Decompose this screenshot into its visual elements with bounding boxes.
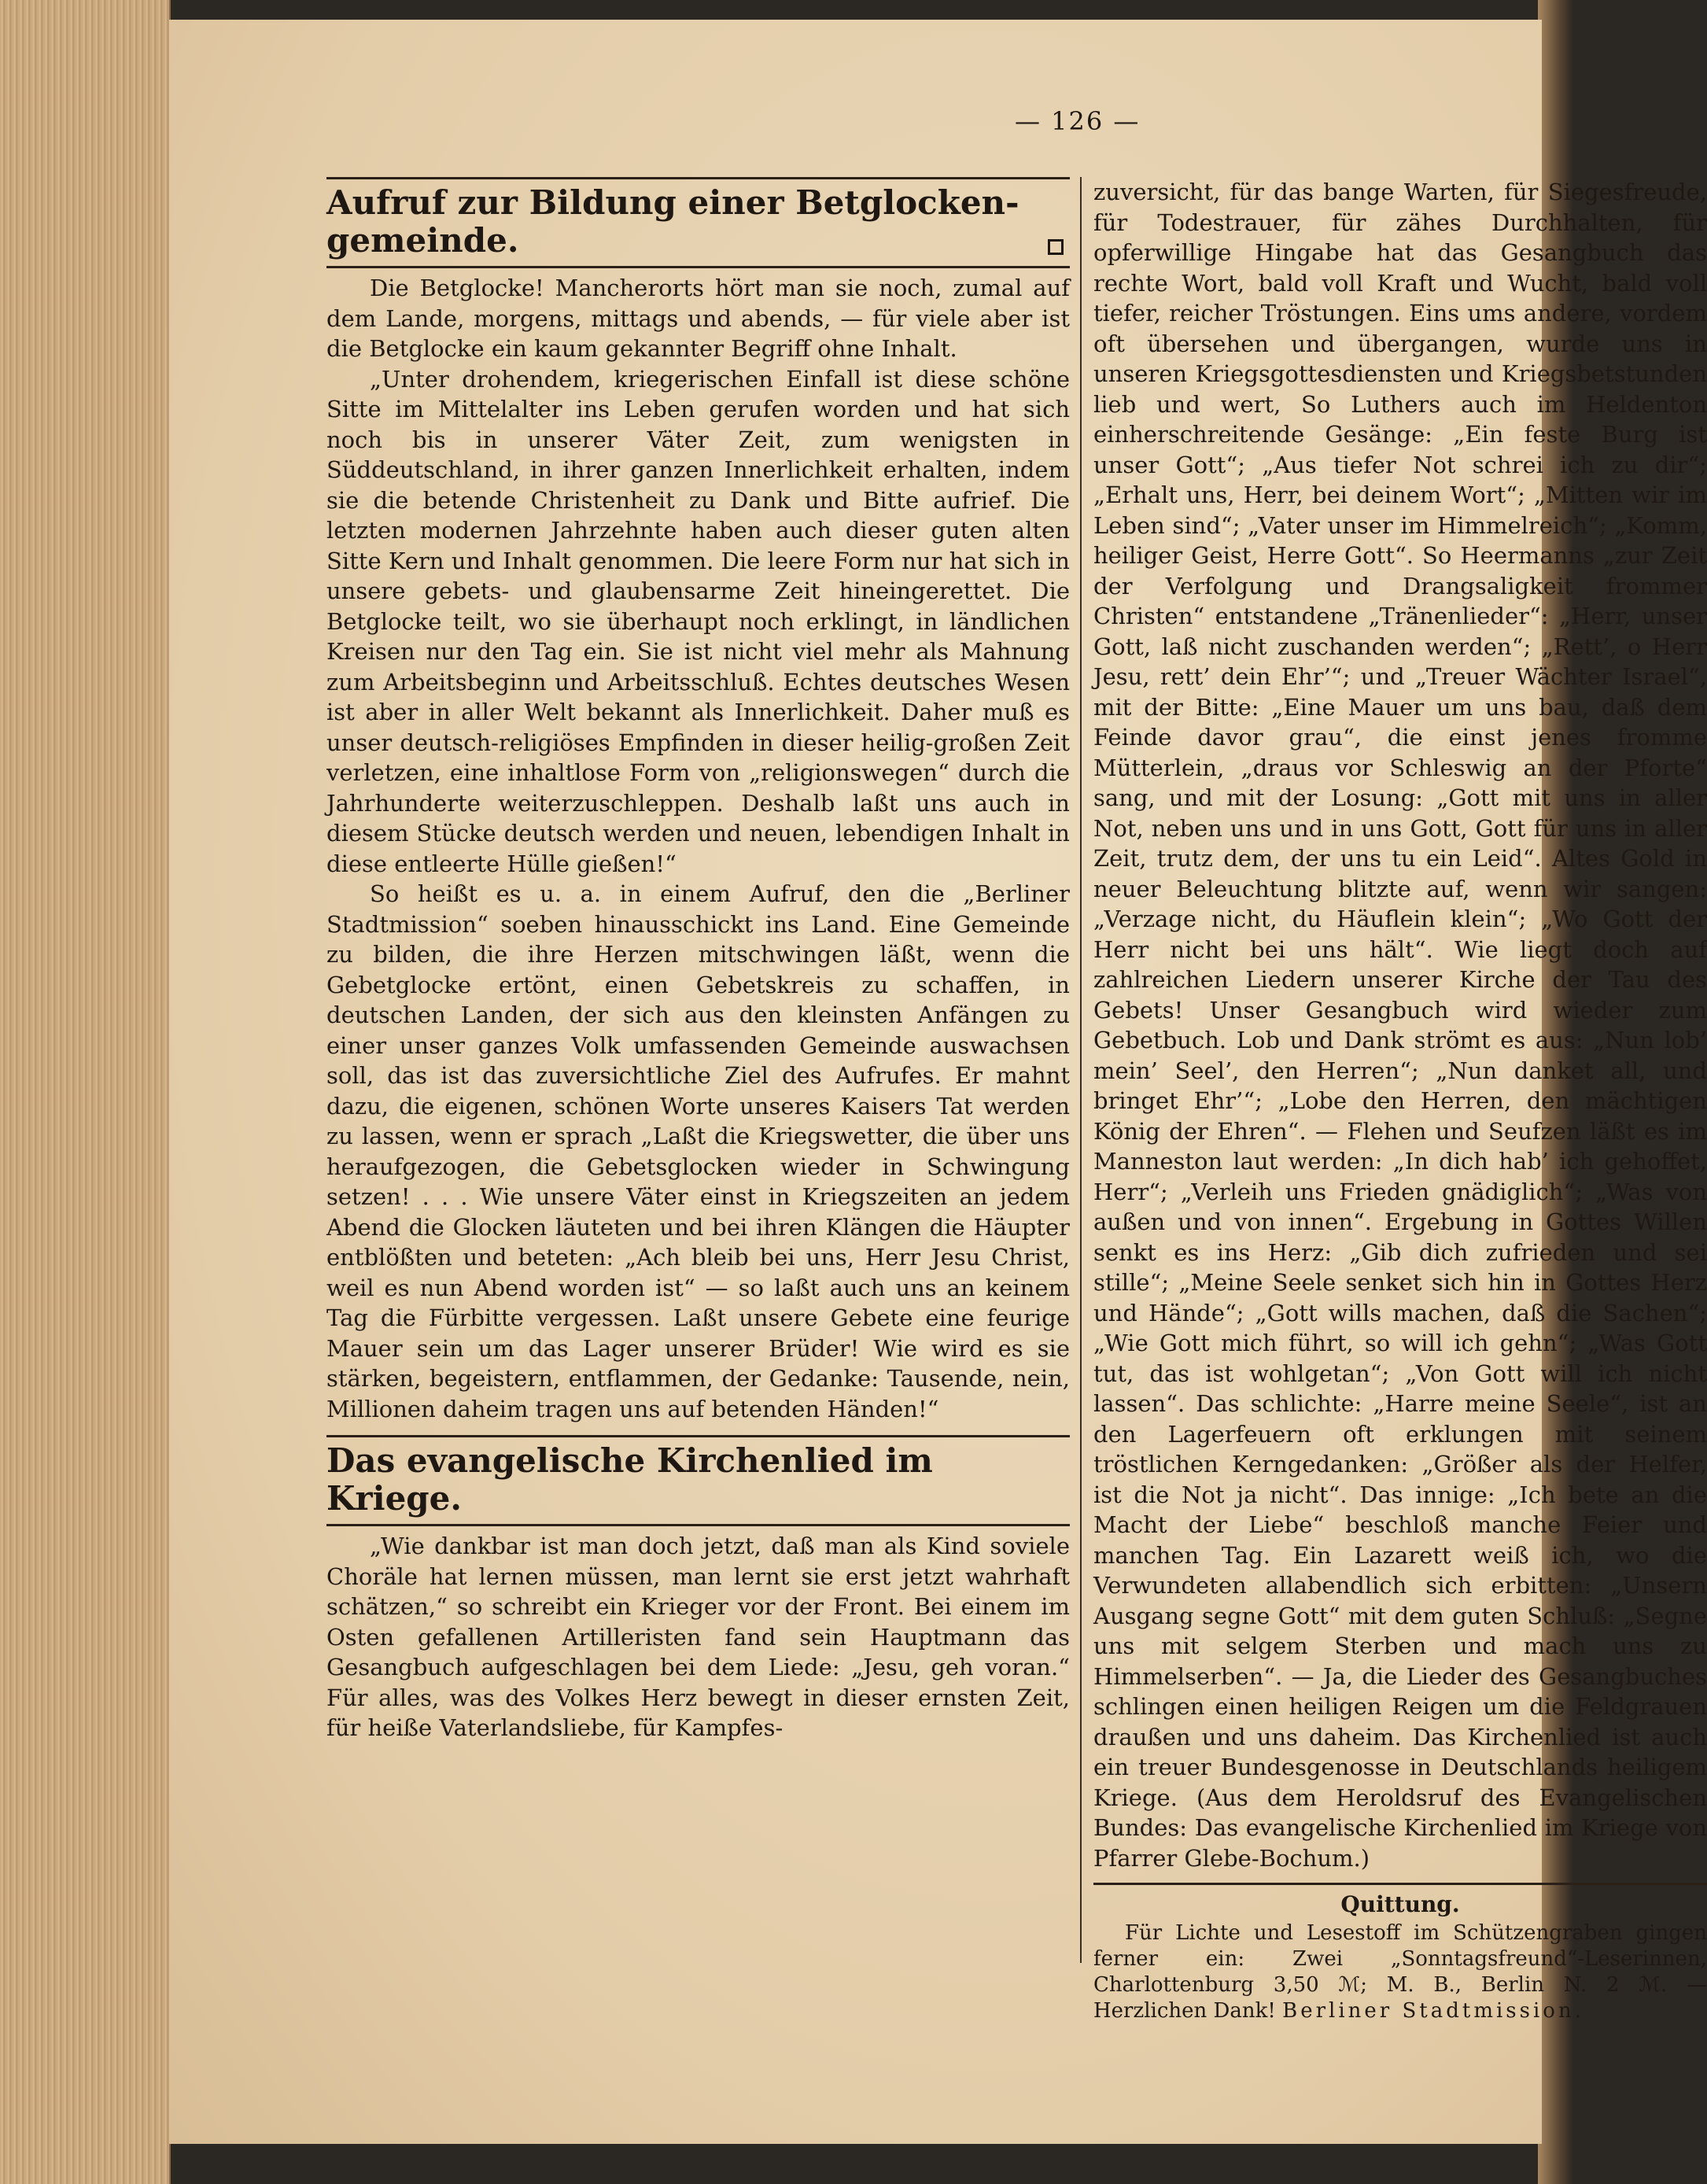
article-2-continuation xyxy=(1093,177,1707,1873)
receipt-title: Quittung. xyxy=(1340,1891,1460,1917)
paragraph: So heißt es u. a. in einem Aufruf, den die „Berliner Stadtmission“ soeben hinausschickt ins Land. Eine Gemeinde zu bilden, die ihre Herzen mitschwingen läßt, wenn die Gebetglocke ertönt, einen Gebetskreis zu schaffen, in deutschen Landen, der sich aus den kleinsten Anfängen zu einer unser ganzes Volk umfassenden Gemeinde auswachsen soll, das ist das zuversichtliche Ziel des Aufrufes. Er mahnt dazu, die eigenen, schönen Worte unseres Kaisers Tat werden zu lassen, wenn er sprach „Laßt die Kriegswetter, die über uns heraufgezogen, die Gebetsglocken wieder in Schwingung setzen! . . . Wie unsere Väter einst in Kriegszeiten an jedem Abend die Glocken läuteten und bei ihren Klängen die Häupter entblößten und beteten: „Ach bleib bei uns, Herr Jesu Christ, weil es nun Abend worden ist“ — so laßt auch uns an keinem Tag die Fürbitte vergessen. Laßt unsere Gebete eine feurige Mauer sein um das Lager unserer Brüder! Wie wird es sie stärken, begeistern, entflammen, der Gedanke: Tausende, nein, Millionen daheim tragen uns auf betenden Händen!“ xyxy=(326,880,1070,1422)
left-column xyxy=(326,177,1070,1743)
page-number: — 126 — xyxy=(1015,106,1141,136)
article-2-title-text: Das evangelische Kirchenlied im Kriege. xyxy=(326,1441,933,1518)
paragraph: „Unter drohendem, kriegerischen Einfall ist diese schöne Sitte im Mittelalter ins Leben gerufen worden und hat sich noch bis in unserer Väter Zeit, zum wenigsten in Süddeutschland, in ihrer ganzen Innerlichkeit erhalten, indem sie die betende Christenheit zu Dank und Bitte aufrief. Die letzten modernen Jahrzehnte haben auch dieser guten alten Sitte Kern und Inhalt genommen. Die leere Form nur hat sich in unsere gebets- und glaubensarme Zeit hineingerettet. Die Betglocke teilt, wo sie überhaupt noch erklingt, in ländlichen Kreisen nur den Tag ein. Sie ist nicht viel mehr als Mahnung zum Arbeitsbeginn und Arbeitsschluß. Echtes deutsches Wesen ist aber in aller Welt bekannt als Innerlichkeit. Daher muß es unser deutsch-religiöses Empfinden in dieser heilig-großen Zeit verletzen, eine inhaltlose Form von „religionswegen“ durch die Jahrhunderte weiterzuschleppen. Deshalb laßt uns auch in diesem Stücke deutsch werden und neuen, lebendigen Inhalt in diese entleerte Hülle gießen!“ xyxy=(326,365,1070,877)
receipt-text-content: Für Lichte und Lesestoff im Schützengraben gingen ferner ein: Zwei „Sonntagsfreund“-Leserinnen, Charlottenburg 3,50 ℳ; M. B., Berlin N. 2 ℳ. — Herzlichen Dank! xyxy=(1093,1921,1707,2023)
paragraph: zuversicht, für das bange Warten, für Siegesfreude, für Todestrauer, für zähes Durchhalten, für opferwillige Hingabe hat das Gesangbuch das rechte Wort, bald voll Kraft und Wucht, bald voll tiefer, reicher Tröstungen. Eins ums andere, vordem oft übersehen und übergangen, wurde uns in unseren Kriegsgottesdiensten und Kriegsbetstunden lieb und wert, So Luthers auch im Heldenton einherschreitende Gesänge: „Ein feste Burg ist unser Gott“; „Aus tiefer Not schrei ich zu dir“; „Erhalt uns, Herr, bei deinem Wort“; „Mitten wir im Leben sind“; „Vater unser im Himmelreich“; „Komm, heiliger Geist, Herre Gott“. So Heermanns „zur Zeit der Verfolgung und Drangsaligkeit frommer Christen“ entstandene „Tränenlieder“: „Herr, unser Gott, laß nicht zuschanden werden“; „Rett’, o Herr Jesu, rett’ dein Ehr’“; und „Treuer Wächter Israel“, mit der Bitte: „Eine Mauer um uns bau, daß dem Feinde davor grau“, die einst jenes fromme Mütterlein, „draus vor Schleswig an der Pforte“ sang, und mit der Losung: „Gott mit uns in aller Not, neben uns und in uns Gott, Gott für uns in aller Zeit, trutz dem, der uns tu ein Leid“. Altes Gold in neuer Beleuchtung blitzte auf, wenn wir sangen: „Verzage nicht, du Häuflein klein“; „Wo Gott der Herr nicht bei uns hält“. Wie liegt doch auf zahlreichen Liedern unserer Kirche der Tau des Gebets! Unser Gesangbuch wird wieder zum Gebetbuch. Lob und Dank strömt es aus: „Nun lob’ mein’ Seel’, den Herren“; „Nun danket all, und bringet Ehr’“; „Lobe den Herren, den mächtigen König der Ehren“. — Flehen und Seufzen läßt es im Manneston laut werden: „In dich hab’ ich gehoffet, Herr“; „Verleih uns Frieden gnädiglich“; „Was von außen und von innen“. Ergebung in Gottes Willen senkt es ins Herz: „Gib dich zufrieden und sei stille“; „Meine Seele senket sich hin in Gottes Herz und Hände“; „Gott wills machen, daß die Sachen“; „Wie Gott mich führt, so will ich gehn“; „Was Gott tut, das ist wohlgetan“; „Von Gott will ich nicht lassen“. Das schlichte: „Harre meine Seele“, ist an den Lagerfeuern oft erklungen mit seinem tröstlichen Kerngedanken: „Größer als der Helfer, ist die Not ja nicht“. Das innige: „Ich bete an die Macht der Liebe“ beschloß manche Feier und manchen Tag. Ein Lazarett weiß ich, wo die Verwundeten allabendlich sich erbitten: „Unsern Ausgang segne Gott“ mit dem guten Schluß: „Segne uns mit selgem Sterben und mach uns zu Himmelserben“. — Ja, die Lieder des Gesangbuches schlingen einen heiligen Reigen um die Feldgrauen draußen und uns daheim. Das Kirchenlied ist auch ein treuer Bundesgenosse in Deutschlands heiligem Kriege. (Aus dem Heroldsruf des Evangelischen Bundes: Das evangelische Kirchenlied im Kriege von Pfarrer Glebe-Bochum.) xyxy=(1093,179,1707,1872)
article-2-title xyxy=(326,1442,1070,1518)
section-rule xyxy=(326,1435,1070,1437)
article-1-title-text: Aufruf zur Bildung einer Betglocken-gemeinde. xyxy=(326,183,1019,260)
article-1-body xyxy=(326,273,1070,1424)
receipt-body xyxy=(1093,1920,1707,2024)
end-box-icon xyxy=(1048,239,1064,255)
receipt-signature: Berliner Stadtmission. xyxy=(1282,1999,1584,2023)
book-page xyxy=(169,20,1707,2144)
receipt-rule xyxy=(1093,1883,1707,1885)
receipt-section xyxy=(1093,1883,1707,2024)
right-column xyxy=(1093,177,1707,2024)
paragraph: Die Betglocke! Mancherorts hört man sie noch, zumal auf dem Lande, morgens, mittags und abends, — für viele aber ist die Betglocke ein kaum gekannter Begriff ohne Inhalt. xyxy=(326,275,1070,362)
receipt-text xyxy=(1093,1920,1707,2024)
column-divider xyxy=(1080,177,1082,1963)
article-2-body xyxy=(326,1531,1070,1743)
top-rule xyxy=(326,177,1070,179)
paragraph: „Wie dankbar ist man doch jetzt, daß man als Kind soviele Choräle hat lernen müssen, man lernt sie erst jetzt wahrhaft schätzen,“ so schreibt ein Krieger vor der Front. Bei einem im Osten gefallenen Artilleristen fand sein Hauptmann das Gesangbuch aufgeschlagen bei dem Liede: „Jesu, geh voran.“ Für alles, was des Volkes Herz bewegt in dieser ernsten Zeit, für heiße Vaterlandsliebe, für Kampfes- xyxy=(326,1533,1070,1741)
title-rule xyxy=(326,266,1070,268)
article-1-title xyxy=(326,184,1070,260)
title-rule xyxy=(326,1524,1070,1526)
book-page-edges xyxy=(0,0,171,2184)
